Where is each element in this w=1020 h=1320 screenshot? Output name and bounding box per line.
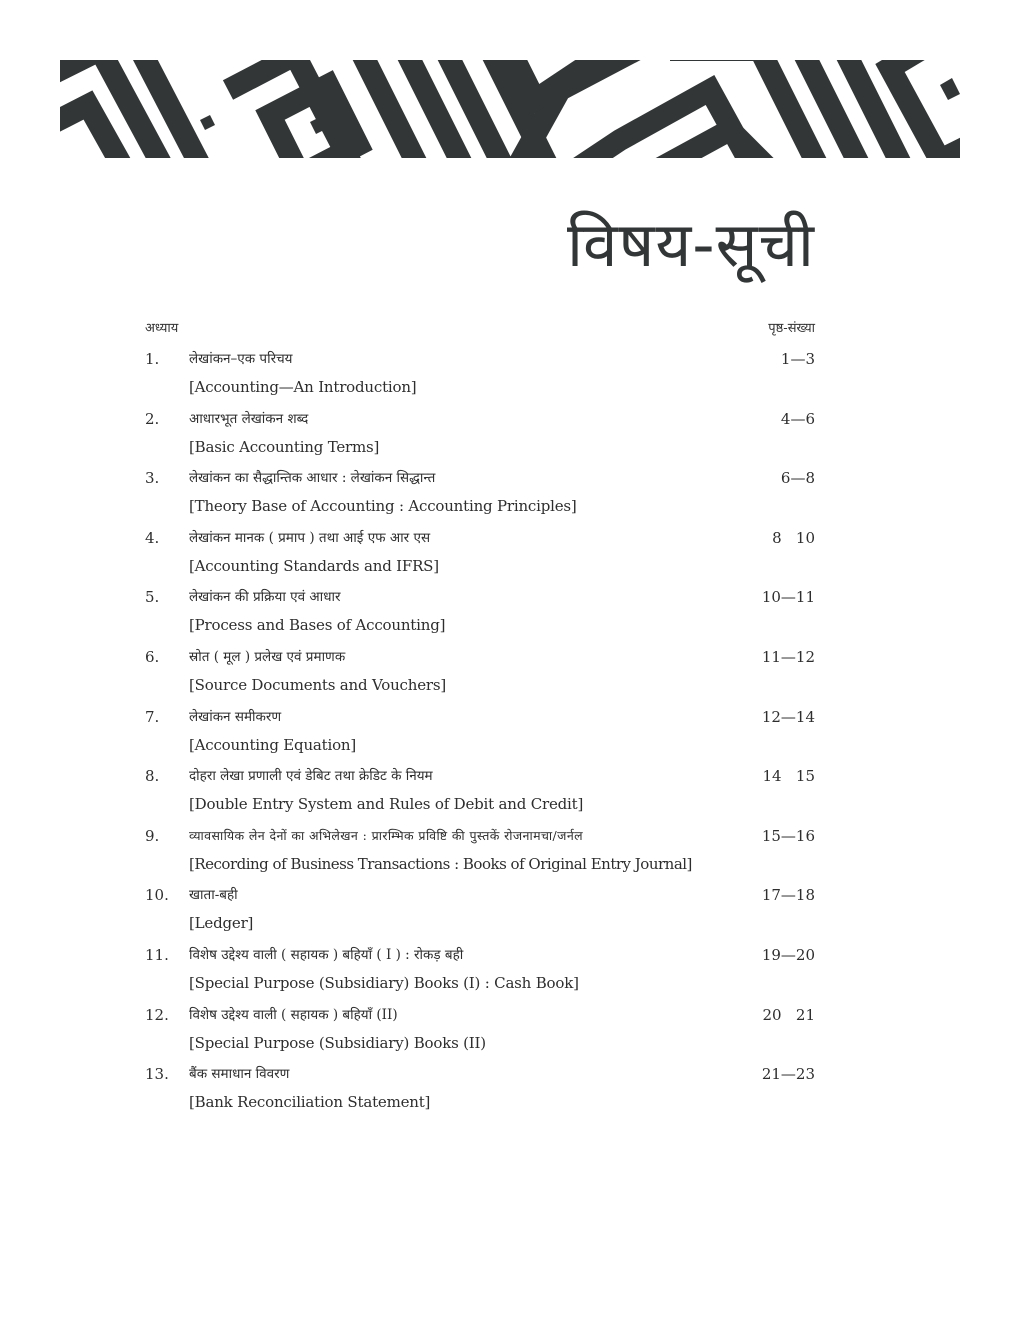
toc-entry[interactable] [145, 459, 815, 519]
toc-entry[interactable] [145, 638, 815, 698]
chapter-title-english: [Process and Bases of Accounting] [189, 616, 446, 635]
toc-entry[interactable] [145, 996, 815, 1056]
chapter-title-english: [Ledger] [189, 914, 254, 933]
chapter-title-hindi: खाता-बही [189, 887, 238, 904]
toc-entry[interactable] [145, 936, 815, 996]
page-range: 10—11 [761, 588, 815, 607]
page-column-label: पृष्ठ-संख्या [768, 321, 815, 336]
table-of-contents [145, 318, 815, 1115]
chapter-title-hindi: लेखांकन की प्रक्रिया एवं आधार [189, 589, 341, 606]
page-range: 1—3 [780, 350, 815, 368]
decorative-banner [60, 60, 960, 158]
page-range: 4—6 [780, 409, 815, 428]
page-range: 21—23 [761, 1065, 815, 1084]
chapter-number: 2. [145, 409, 160, 428]
toc-header [145, 318, 815, 340]
chapter-title-hindi: स्रोत ( मूल ) प्रलेख एवं प्रमाणक [189, 648, 346, 665]
chapter-number: 4. [145, 528, 160, 547]
toc-entry[interactable] [145, 1055, 815, 1115]
chapter-number: 3. [145, 469, 160, 488]
chapter-title-english: [Double Entry System and Rules of Debit and Credit] [189, 795, 584, 814]
chapter-title-hindi: दोहरा लेखा प्रणाली एवं डेबिट तथा क्रेडिट के नियम [189, 768, 433, 785]
chapter-title-english: [Recording of Business Transactions : Books of Original Entry Journal] [189, 854, 692, 873]
toc-entry[interactable] [145, 578, 815, 638]
chapter-title-hindi: लेखांकन मानक ( प्रमाप ) तथा आई एफ आर एस [189, 529, 431, 546]
page-range: 14 15 [762, 767, 815, 786]
page-range: 17—18 [761, 886, 815, 905]
chapter-number: 1. [145, 350, 160, 368]
chapter-title-english: [Special Purpose (Subsidiary) Books (II) [189, 1033, 486, 1052]
chapter-title-english: [Accounting Equation] [189, 735, 357, 754]
chapter-title-english: [Source Documents and Vouchers] [189, 675, 446, 694]
chapter-title-english: [Basic Accounting Terms] [189, 437, 380, 456]
chapter-number: 5. [145, 588, 160, 607]
chapter-title-hindi: बैंक समाधान विवरण [189, 1066, 290, 1083]
geometric-pattern-icon [60, 60, 960, 158]
toc-entry[interactable] [145, 757, 815, 817]
chapter-title-hindi: लेखांकन समीकरण [189, 708, 282, 725]
chapter-title-hindi: विशेष उद्देश्य वाली ( सहायक ) बहियाँ (II) [189, 1006, 398, 1023]
chapter-number: 9. [145, 826, 160, 845]
chapter-number: 8. [145, 767, 160, 786]
chapter-title-hindi: लेखांकन–एक परिचय [189, 351, 293, 367]
chapter-title-english: [Bank Reconciliation Statement] [189, 1093, 431, 1112]
page-range: 12—14 [761, 707, 815, 726]
toc-entry[interactable] [145, 876, 815, 936]
chapter-number: 13. [145, 1065, 169, 1084]
toc-entry[interactable] [145, 698, 815, 758]
chapter-title-hindi: विशेष उद्देश्य वाली ( सहायक ) बहियाँ ( I ) : रोकड़ बही [189, 946, 464, 963]
page-range: 11—12 [761, 647, 815, 666]
toc-entry[interactable] [145, 519, 815, 579]
page-range: 19—20 [761, 945, 815, 964]
chapter-title-english: [Theory Base of Accounting : Accounting Principles] [189, 497, 577, 516]
chapter-number: 10. [145, 886, 169, 905]
chapter-column-label: अध्याय [145, 321, 179, 336]
chapter-number: 6. [145, 647, 160, 666]
chapter-title-hindi: आधारभूत लेखांकन शब्द [189, 410, 309, 427]
page-range: 8 10 [772, 528, 815, 547]
chapter-title-hindi: व्यावसायिक लेन देनों का अभिलेखन : प्रारम्भिक प्रविष्टि की पुस्तकें रोजनामचा/जर्नल [189, 827, 584, 843]
toc-entry[interactable] [145, 817, 815, 877]
toc-entry[interactable] [145, 340, 815, 400]
chapter-title-english: [Special Purpose (Subsidiary) Books (I) : Cash Book] [189, 973, 579, 992]
toc-entry[interactable] [145, 400, 815, 460]
chapter-title-english: [Accounting—An Introduction] [189, 378, 417, 396]
page-range: 6—8 [780, 469, 815, 488]
page-range: 15—16 [761, 826, 815, 845]
page-title: विषय-सूची [566, 208, 815, 281]
chapter-title-hindi: लेखांकन का सैद्धान्तिक आधार : लेखांकन सिद्धान्त [189, 470, 436, 487]
chapter-number: 7. [145, 707, 160, 726]
chapter-number: 11. [145, 945, 169, 964]
page-range: 20 21 [762, 1005, 815, 1024]
chapter-number: 12. [145, 1005, 169, 1024]
chapter-title-english: [Accounting Standards and IFRS] [189, 556, 439, 575]
